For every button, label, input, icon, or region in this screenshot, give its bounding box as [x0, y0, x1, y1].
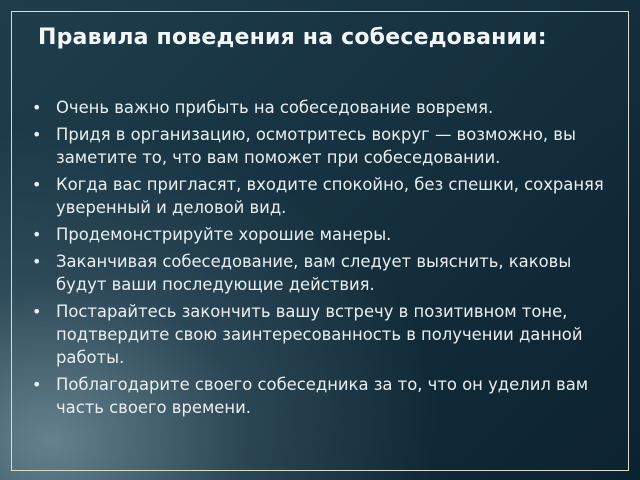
bullet-text: Очень важно прибыть на собеседование вовремя.	[56, 98, 494, 117]
bullet-list	[32, 96, 607, 423]
bullet-text: Поблагодарите своего собеседника за то, что он уделил вам часть своего времени.	[56, 375, 589, 417]
bullet-icon: •	[32, 302, 42, 321]
bullet-icon: •	[32, 375, 42, 394]
bullet-icon: •	[32, 252, 42, 271]
bullet-text: Постарайтесь закончить вашу встречу в позитивном тоне, подтвердите свою заинтересованность в получении данной работы.	[56, 302, 583, 367]
bullet-text: Придя в организацию, осмотритесь вокруг — возможно, вы заметите то, что вам поможет при собеседовании.	[56, 125, 576, 167]
bullet-item	[32, 300, 607, 369]
bullet-item	[32, 373, 607, 419]
bullet-text: Продемонстрируйте хорошие манеры.	[56, 225, 392, 244]
bullet-item	[32, 223, 607, 246]
slide-title: Правила поведения на собеседовании:	[38, 25, 547, 50]
bullet-text: Когда вас пригласят, входите спокойно, без спешки, сохраняя уверенный и деловой вид.	[56, 175, 604, 217]
bullet-icon: •	[32, 175, 42, 194]
bullet-icon: •	[32, 125, 42, 144]
bullet-item	[32, 96, 607, 119]
bullet-item	[32, 123, 607, 169]
bullet-item	[32, 173, 607, 219]
bullet-icon: •	[32, 225, 42, 244]
bullet-item	[32, 250, 607, 296]
bullet-icon: •	[32, 98, 42, 117]
bullet-text: Заканчивая собеседование, вам следует выяснить, каковы будут ваши последующие действия.	[56, 252, 572, 294]
